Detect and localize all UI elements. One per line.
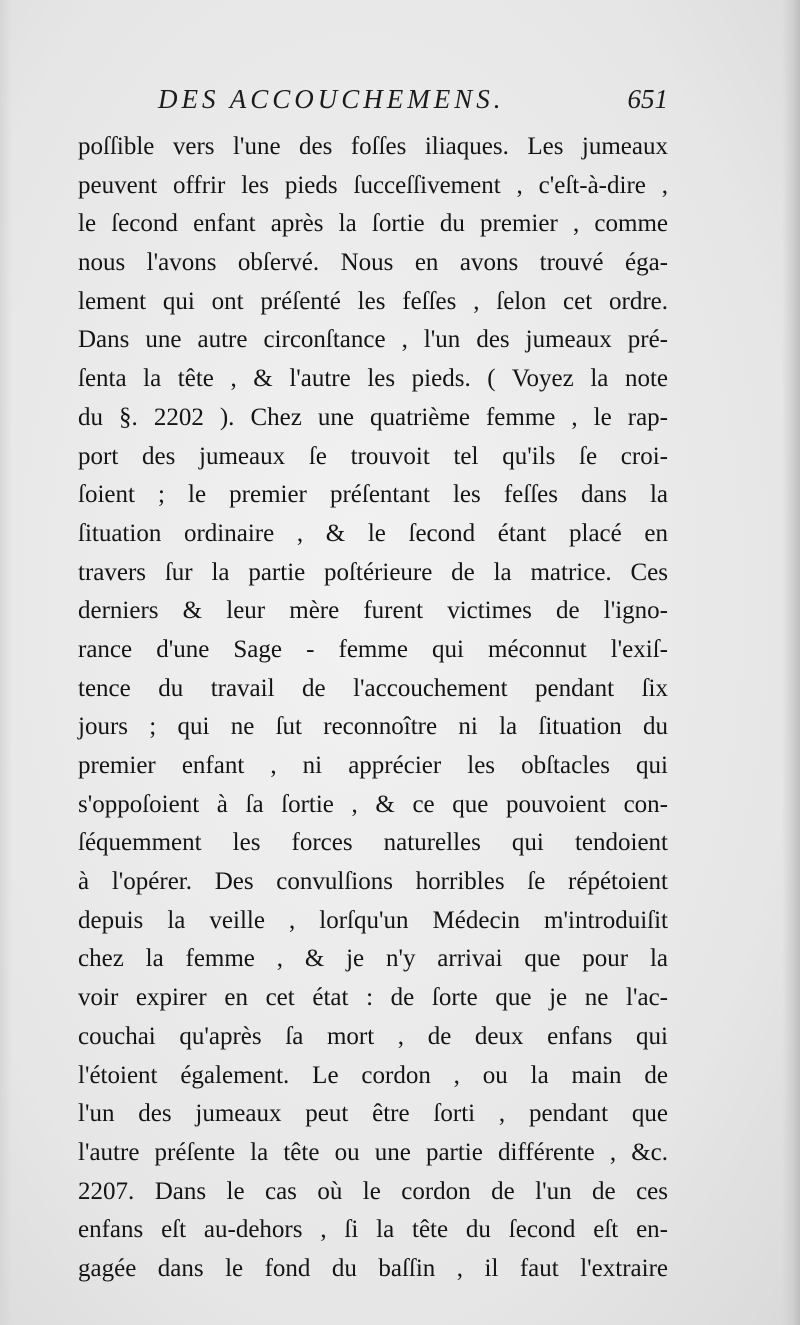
text-line: peuvent offrir les pieds ſucceſſivement , c'eſt-à-dire ,: [78, 171, 668, 199]
text-line: Dans une autre circonſtance , l'un des jumeaux pré-: [78, 326, 668, 354]
text-line: jours ; qui ne ſut reconnoître ni la ſituation du: [78, 713, 668, 741]
text-line: nous l'avons obſervé. Nous en avons trouvé éga-: [78, 249, 668, 277]
text-line: du §. 2202 ). Chez une quatrième femme , le rap-: [78, 403, 668, 431]
text-line: ſituation ordinaire , & le ſecond étant placé en: [78, 519, 668, 547]
running-head: [150, 84, 670, 124]
text-line: derniers & leur mère furent victimes de l'igno-: [78, 597, 668, 625]
text-line: l'autre préſente la tête ou une partie différente , &c.: [78, 1138, 668, 1166]
text-line: lement qui ont préſenté les feſſes , ſelon cet ordre.: [78, 287, 668, 315]
text-line: ſenta la tête , & l'autre les pieds. ( Voyez la note: [78, 365, 668, 393]
text-line: tence du travail de l'accouchement pendant ſix: [78, 674, 668, 702]
text-line: le ſecond enfant après la ſortie du premier , comme: [78, 210, 668, 238]
running-head-title: DES ACCOUCHEMENS.: [158, 84, 505, 114]
text-line: ſéquemment les forces naturelles qui tendoient: [78, 829, 668, 857]
text-line: enfans eſt au-dehors , ſi la tête du ſecond eſt en-: [78, 1216, 668, 1244]
text-line: ſoient ; le premier préſentant les feſſes dans la: [78, 481, 668, 509]
text-line: gagée dans le fond du baſſin , il faut l'extraire: [78, 1254, 668, 1282]
text-line: premier enfant , ni apprécier les obſtacles qui: [78, 752, 668, 779]
body-text: [78, 128, 668, 1289]
text-line: l'étoient également. Le cordon , ou la main de: [78, 1061, 668, 1089]
text-line: s'oppoſoient à ſa ſortie , & ce que pouvoient con-: [78, 790, 668, 818]
page-number: 651: [627, 84, 668, 114]
text-line: poſſible vers l'une des foſſes iliaques. Les jumeaux: [78, 133, 668, 160]
text-line: voir expirer en cet état : de ſorte que je ne l'ac-: [78, 984, 668, 1012]
text-line: couchai qu'après ſa mort , de deux enfans qui: [78, 1022, 668, 1050]
text-line: depuis la veille , lorſqu'un Médecin m'introduiſit: [78, 906, 668, 934]
text-line: port des jumeaux ſe trouvoit tel qu'ils ſe croi-: [78, 442, 668, 470]
text-line: rance d'une Sage - femme qui méconnut l'exiſ-: [78, 635, 668, 663]
text-line: travers ſur la partie poſtérieure de la matrice. Ces: [78, 558, 668, 586]
text-line: chez la femme , & je n'y arrivai que pour la: [78, 945, 668, 973]
text-line: à l'opérer. Des convulſions horribles ſe répétoient: [78, 868, 668, 896]
text-line: 2207. Dans le cas où le cordon de l'un de ces: [78, 1177, 668, 1205]
text-line: l'un des jumeaux peut être ſorti , pendant que: [78, 1100, 668, 1128]
